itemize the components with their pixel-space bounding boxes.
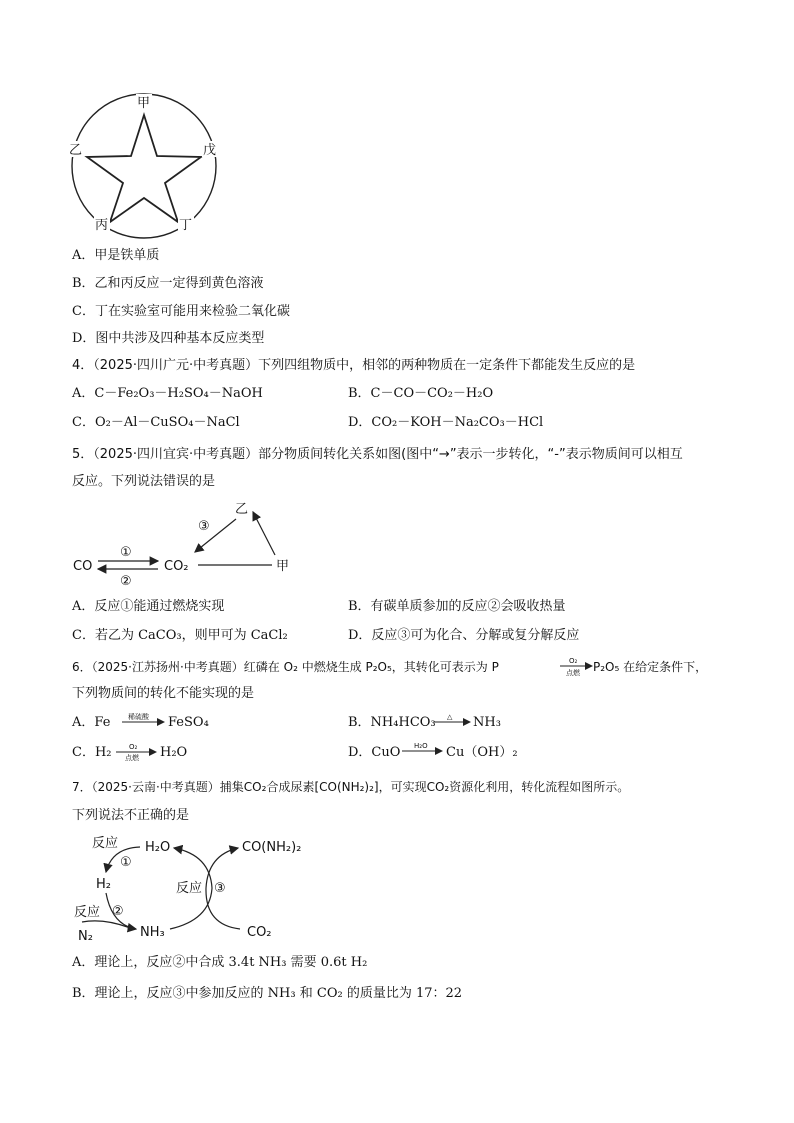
q7-reaction2-number: ②: [112, 904, 124, 919]
q6-option-c-left: C．H₂: [72, 745, 112, 760]
q7-option-b: B．理论上，反应③中参加反应的 NH₃ 和 CO₂ 的质量比为 17：22: [72, 986, 463, 1001]
q5-node-jia: 甲: [276, 559, 290, 574]
q7-reaction1-number: ①: [120, 855, 132, 870]
q7-node-n2: N₂: [78, 929, 93, 944]
q6-option-c-right: H₂O: [160, 745, 188, 760]
q6-c-condition-top: O₂: [129, 743, 138, 751]
star-node-wu: 戊: [203, 143, 217, 158]
q7-stem-line1: 7．（2025·云南·中考真题）捕集CO₂合成尿素[CO(NH₂)₂]，可实现CO₂资源化利用，转化流程如图所示。: [72, 780, 630, 794]
star-node-bing: 丙: [95, 218, 109, 233]
q7-node-nh3: NH₃: [140, 925, 165, 940]
star-node-yi: 乙: [69, 143, 83, 158]
q3-option-c: C．丁在实验室可能用来检验二氧化碳: [72, 304, 290, 319]
q5-option-b: B．有碳单质参加的反应②会吸收热量: [348, 599, 566, 614]
q6-b-condition: △: [447, 713, 453, 721]
star-node-jia: 甲: [137, 96, 151, 111]
q6-option-d-left: D．CuO: [348, 745, 401, 760]
q5-label-r2: ②: [120, 574, 132, 589]
q6-option-a-right: FeSO₄: [168, 715, 209, 730]
q6-option-b-right: NH₃: [473, 715, 501, 730]
q4-option-a: A．C－Fe₂O₃－H₂SO₄－NaOH: [72, 386, 263, 401]
q5-stem-line1: 5．（2025·四川宜宾·中考真题）部分物质间转化关系如图(图中“→”表示一步转化，“-”表示物质间可以相互: [72, 447, 683, 462]
q7-node-h2: H₂: [96, 877, 111, 892]
star-node-ding: 丁: [179, 218, 193, 233]
q7-node-urea: CO(NH₂)₂: [242, 840, 302, 855]
q5-label-r3: ③: [198, 519, 210, 534]
q4-option-c: C．O₂－Al－CuSO₄－NaCl: [72, 415, 240, 430]
q5-option-d: D．反应③可为化合、分解或复分解反应: [348, 628, 580, 643]
q6-stem-line2: 下列物质间的转化不能实现的是: [72, 686, 255, 701]
q7-stem-line2: 下列说法不正确的是: [72, 808, 190, 823]
q7-node-h2o: H₂O: [145, 840, 171, 855]
q6-stem-arrow-bottom: 点燃: [566, 669, 580, 677]
q6-c-condition-bottom: 点燃: [125, 754, 139, 762]
q7-reaction2-label: 反应: [74, 905, 101, 920]
q6-d-condition: H₂O: [414, 742, 428, 750]
q5-node-co2: CO₂: [164, 559, 189, 574]
q7-node-co2: CO₂: [247, 925, 272, 940]
q7-reaction3-number: ③: [214, 881, 226, 896]
q3-option-d: D．图中共涉及四种基本反应类型: [72, 331, 265, 346]
q6-a-condition: 稀硫酸: [128, 713, 149, 721]
q5-node-co: CO: [73, 559, 93, 574]
q6-stem-arrow-top: O₂: [569, 657, 578, 665]
q3-option-b: B．乙和丙反应一定得到黄色溶液: [72, 276, 264, 291]
q7-reaction1-label: 反应: [92, 836, 119, 851]
q4-option-b: B．C－CO－CO₂－H₂O: [348, 386, 494, 401]
q5-stem-line2: 反应。下列说法错误的是: [72, 474, 216, 489]
q5-option-c: C．若乙为 CaCO₃，则甲可为 CaCl₂: [72, 628, 288, 643]
q6-stem-line1b: P₂O₅ 在给定条件下，: [593, 660, 708, 674]
q4-stem: 4．（2025·四川广元·中考真题）下列四组物质中，相邻的两种物质在一定条件下都能发生反应的是: [72, 358, 636, 373]
q6-option-d-right: Cu（OH）₂: [446, 745, 518, 760]
q5-label-r1: ①: [120, 545, 132, 560]
q4-option-d: D．CO₂－KOH－Na₂CO₃－HCl: [348, 415, 544, 430]
q6-option-a-left: A．Fe: [72, 715, 111, 730]
q6-stem-line1a: 6．（2025·江苏扬州·中考真题）红磷在 O₂ 中燃烧生成 P₂O₅，其转化可表示为 P: [72, 660, 499, 674]
q6-option-b-left: B．NH₄HCO₃: [348, 715, 436, 730]
q3-option-a: A．甲是铁单质: [72, 248, 160, 263]
q5-node-yi: 乙: [235, 502, 249, 517]
q5-option-a: A．反应①能通过燃烧实现: [72, 599, 225, 614]
q7-option-a: A．理论上，反应②中合成 3.4t NH₃ 需要 0.6t H₂: [72, 955, 368, 970]
q7-reaction3-label: 反应: [176, 881, 203, 896]
